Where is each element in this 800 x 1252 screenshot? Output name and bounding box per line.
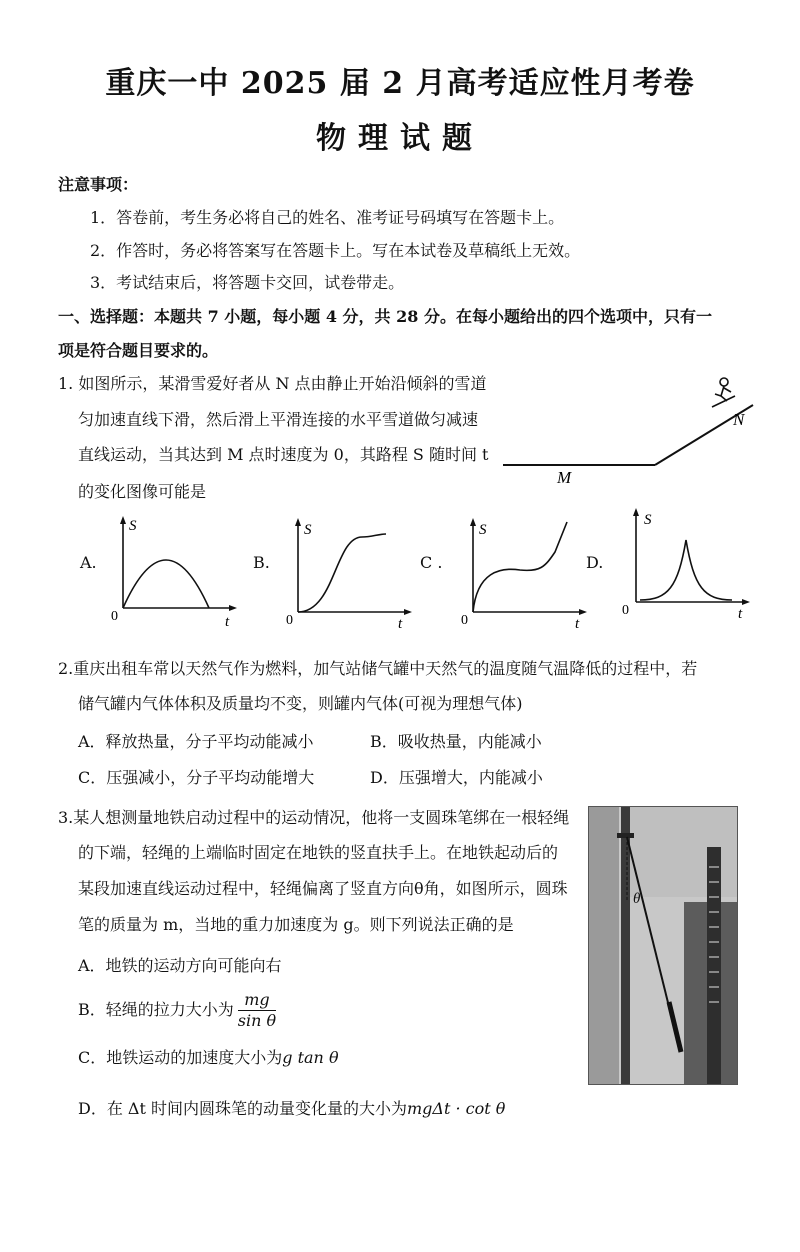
note-item-3: 3．考试结束后，将答题卡交回，试卷带走。 bbox=[90, 273, 405, 292]
origin-label: 0 bbox=[461, 613, 468, 628]
q2-option-b[interactable]: B．吸收热量，内能减小 bbox=[370, 732, 542, 751]
q3-stem-line2: 的下端，轻绳的上端临时固定在地铁的竖直扶手上。在地铁起动后的 bbox=[78, 843, 559, 862]
subway-photo-drawing bbox=[589, 807, 737, 1084]
q3-option-d[interactable] bbox=[78, 1096, 505, 1119]
q3-option-c-text: C．地铁运动的加速度大小为 bbox=[78, 1048, 283, 1067]
q1-option-b-label[interactable]: B. bbox=[253, 553, 270, 572]
curve-a bbox=[123, 560, 209, 608]
section-heading-line1: 一、选择题：本题共 7 小题，每小题 4 分，共 28 分。在每小题给出的四个选项中，只有一 bbox=[58, 307, 712, 326]
x-label: t bbox=[575, 616, 580, 632]
section-heading-line2: 项是符合题目要求的。 bbox=[58, 341, 219, 360]
y-axis-arrow bbox=[633, 508, 639, 516]
q3-option-b-text: B．轻绳的拉力大小为 bbox=[78, 1000, 234, 1019]
q1-stem-line1: 1. 如图所示，某滑雪爱好者从 N 点由静止开始沿倾斜的雪道 bbox=[58, 374, 487, 393]
y-label: S bbox=[304, 522, 312, 538]
q1-stem-line3: 直线运动，当其达到 M 点时速度为 0，其路程 S 随时间 t bbox=[78, 445, 489, 464]
q3-stem-line1: 3.某人想测量地铁启动过程中的运动情况，他将一支圆珠笔绑在一根轻绳 bbox=[58, 808, 570, 827]
q1-graph-d[interactable] bbox=[618, 502, 758, 622]
note-item-2: 2．作答时，务必将答案写在答题卡上。写在本试卷及草稿纸上无效。 bbox=[90, 241, 581, 260]
vertical-handrail bbox=[621, 807, 630, 1084]
x-label: t bbox=[225, 614, 230, 630]
x-axis-arrow bbox=[404, 609, 412, 615]
fraction-numerator: mg bbox=[238, 990, 276, 1011]
fraction-denominator: sin θ bbox=[237, 1011, 277, 1030]
y-axis-arrow bbox=[470, 518, 476, 526]
q3-option-a[interactable]: A．地铁的运动方向可能向右 bbox=[78, 956, 282, 975]
q1-stem-line2: 匀加速直线下滑，然后滑上平滑连接的水平雪道做匀减速 bbox=[78, 410, 479, 429]
x-axis-arrow bbox=[579, 609, 587, 615]
acceleration-expression: g tan θ bbox=[282, 1048, 339, 1067]
label-m: M bbox=[557, 468, 572, 487]
subway-photo bbox=[588, 806, 738, 1085]
tension-fraction bbox=[238, 990, 276, 1031]
exam-title: 重庆一中 2025 届 2 月高考适应性月考卷 bbox=[105, 66, 695, 101]
momentum-expression: mgΔt · cot θ bbox=[407, 1099, 506, 1118]
notes-heading: 注意事项： bbox=[58, 175, 139, 194]
curve-c bbox=[473, 522, 567, 612]
q1-option-d-label[interactable]: D. bbox=[586, 553, 604, 572]
curve-d bbox=[640, 540, 732, 600]
q3-option-c[interactable] bbox=[78, 1045, 339, 1068]
q3-option-d-text: D．在 Δt 时间内圆珠笔的动量变化量的大小为 bbox=[78, 1099, 407, 1118]
q3-option-b[interactable] bbox=[78, 990, 276, 1031]
q1-graph-b[interactable] bbox=[280, 512, 420, 632]
q1-option-c-label[interactable]: C . bbox=[420, 553, 443, 572]
y-label: S bbox=[479, 522, 487, 538]
q3-stem-line4: 笔的质量为 m，当地的重力加速度为 g。则下列说法正确的是 bbox=[78, 915, 514, 934]
origin-label: 0 bbox=[286, 613, 293, 628]
q2-stem-line1: 2.重庆出租车常以天然气作为燃料，加气站储气罐中天然气的温度随气温降低的过程中，若 bbox=[58, 659, 698, 678]
x-label: t bbox=[398, 616, 403, 632]
q1-graph-a[interactable] bbox=[105, 512, 245, 632]
q1-graph-c[interactable] bbox=[455, 512, 595, 632]
subject-title: 物理试题 bbox=[316, 121, 484, 156]
x-axis-arrow bbox=[742, 599, 750, 605]
y-axis-arrow bbox=[295, 518, 301, 526]
origin-label: 0 bbox=[622, 603, 629, 618]
skier-icon bbox=[712, 378, 735, 407]
note-item-1: 1．答卷前，考生务必将自己的姓名、准考证号码填写在答题卡上。 bbox=[90, 208, 565, 227]
q1-slope-figure bbox=[495, 370, 760, 490]
x-label: t bbox=[738, 606, 743, 622]
q2-stem-line2: 储气罐内气体体积及质量均不变，则罐内气体(可视为理想气体) bbox=[78, 694, 523, 713]
x-axis-arrow bbox=[229, 605, 237, 611]
y-axis-arrow bbox=[120, 516, 126, 524]
q2-option-d[interactable]: D．压强增大，内能减小 bbox=[370, 768, 543, 787]
q1-option-a-label[interactable]: A. bbox=[80, 553, 97, 572]
origin-label: 0 bbox=[111, 609, 118, 624]
label-n: N bbox=[733, 410, 745, 429]
theta-label: θ bbox=[633, 891, 641, 907]
q3-stem-line3: 某段加速直线运动过程中，轻绳偏离了竖直方向θ角，如图所示，圆珠 bbox=[78, 879, 568, 898]
y-label: S bbox=[644, 512, 652, 528]
q1-stem-line4: 的变化图像可能是 bbox=[78, 482, 207, 501]
y-label: S bbox=[129, 518, 137, 534]
q2-option-a[interactable]: A．释放热量，分子平均动能减小 bbox=[78, 732, 314, 751]
q2-option-c[interactable]: C．压强减小，分子平均动能增大 bbox=[78, 768, 315, 787]
curve-b bbox=[298, 534, 386, 612]
